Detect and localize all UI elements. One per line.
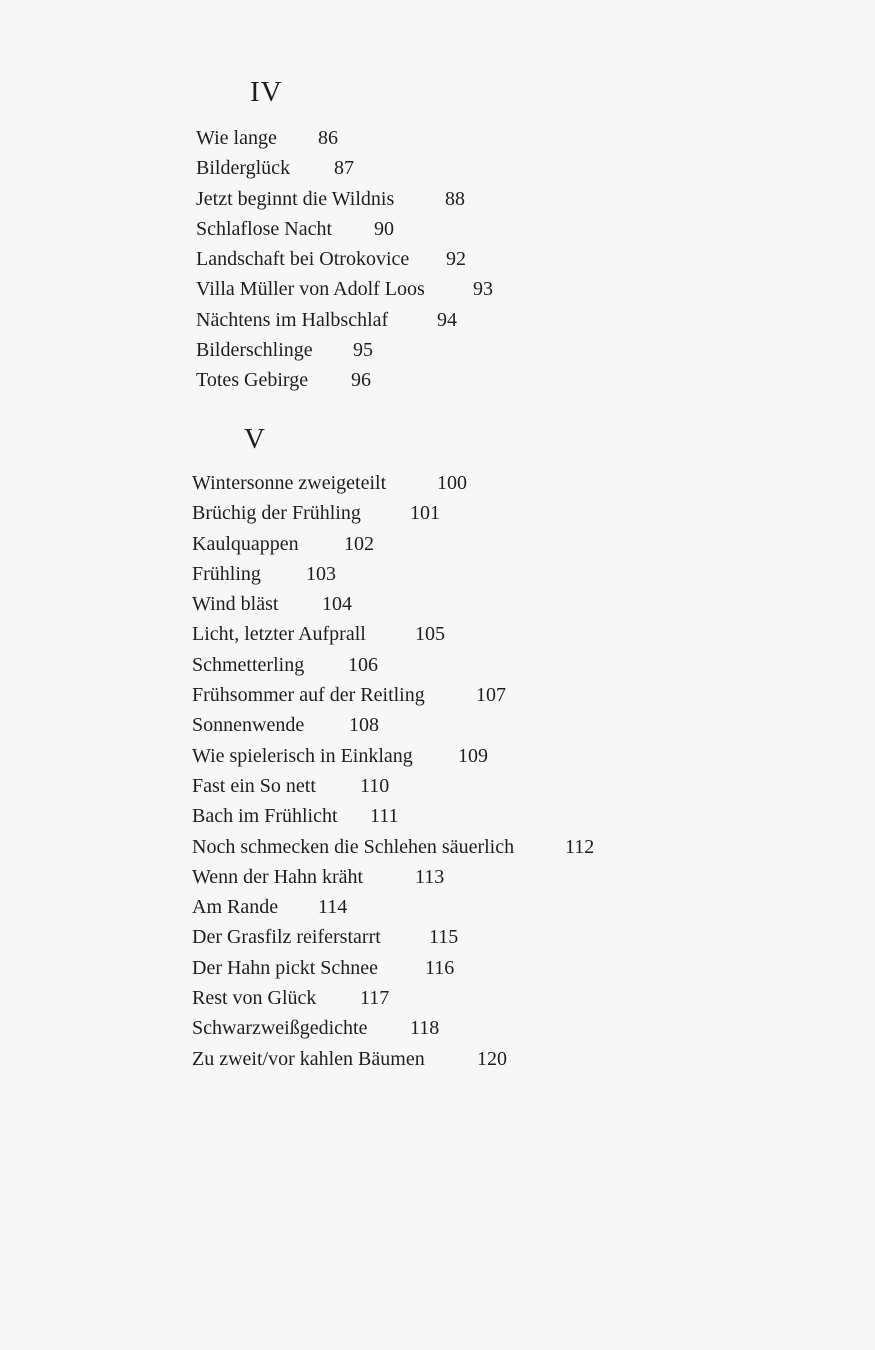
toc-entry-page: 106 <box>348 653 378 676</box>
toc-entry-page: 110 <box>360 774 390 797</box>
toc-entry-page: 105 <box>415 623 445 646</box>
toc-entry-page: 115 <box>429 926 459 949</box>
toc-entry-title: Villa Müller von Adolf Loos <box>196 278 425 301</box>
toc-entry <box>192 498 594 528</box>
toc-entry-title: Jetzt beginnt die Wildnis <box>196 187 395 210</box>
toc-entry <box>192 892 594 922</box>
toc-list-v <box>192 468 594 1074</box>
toc-entry <box>192 680 594 710</box>
toc-entry <box>192 801 594 831</box>
toc-entry-title: Wie spielerisch in Einklang <box>192 744 413 767</box>
toc-entry <box>196 365 493 395</box>
toc-entry-page: 90 <box>374 217 394 240</box>
toc-entry <box>196 305 493 335</box>
toc-entry-title: Zu zweit/vor kahlen Bäumen <box>192 1047 425 1070</box>
toc-entry-title: Schwarzweißgedichte <box>192 1017 368 1040</box>
toc-entry-page: 95 <box>353 339 373 362</box>
toc-entry-title: Bilderglück <box>196 157 291 180</box>
toc-entry <box>192 589 594 619</box>
toc-entry-title: Der Hahn pickt Schnee <box>192 956 379 979</box>
toc-entry-page: 102 <box>344 532 374 555</box>
toc-entry-title: Sonnenwende <box>192 714 305 737</box>
toc-entry-page: 104 <box>322 593 352 616</box>
toc-entry-page: 114 <box>318 896 348 919</box>
toc-entry <box>192 741 594 771</box>
toc-entry-title: Frühsommer auf der Reitling <box>192 684 425 707</box>
toc-entry <box>192 710 594 740</box>
toc-entry-title: Schlaflose Nacht <box>196 217 333 240</box>
toc-entry-page: 103 <box>306 562 336 585</box>
toc-entry-page: 112 <box>565 835 595 858</box>
toc-entry-page: 96 <box>351 369 371 392</box>
toc-entry-page: 120 <box>477 1047 507 1070</box>
toc-entry-page: 87 <box>334 157 354 180</box>
toc-entry <box>196 153 493 183</box>
toc-entry-page: 118 <box>410 1017 440 1040</box>
toc-entry <box>192 983 594 1013</box>
toc-entry-page: 111 <box>370 805 399 828</box>
toc-entry-page: 100 <box>437 472 467 494</box>
toc-entry-page: 101 <box>410 502 440 525</box>
toc-entry-title: Am Rande <box>192 896 279 919</box>
toc-entry-title: Fast ein So nett <box>192 774 316 797</box>
toc-entry <box>192 953 594 983</box>
toc-entry-page: 117 <box>360 987 390 1010</box>
toc-entry-title: Wintersonne zweigeteilt <box>192 472 387 494</box>
toc-entry-title: Licht, letzter Aufprall <box>192 623 366 646</box>
toc-entry <box>196 123 493 153</box>
toc-entry-page: 109 <box>458 744 488 767</box>
toc-entry-page: 108 <box>349 714 379 737</box>
toc-entry-page: 92 <box>446 248 466 271</box>
toc-entry <box>192 468 594 498</box>
toc-entry-title: Rest von Glück <box>192 987 317 1010</box>
toc-entry-title: Landschaft bei Otrokovice <box>196 248 410 271</box>
toc-entry <box>192 529 594 559</box>
toc-entry-page: 88 <box>445 187 465 210</box>
toc-entry-title: Frühling <box>192 562 261 585</box>
toc-entry-title: Nächtens im Halbschlaf <box>196 308 389 331</box>
toc-entry-title: Noch schmecken die Schlehen säuerlich <box>192 835 515 858</box>
toc-entry-title: Wie lange <box>196 127 277 149</box>
toc-entry-page: 86 <box>318 127 338 149</box>
toc-entry <box>192 832 594 862</box>
toc-entry <box>192 922 594 952</box>
toc-entry <box>196 244 493 274</box>
toc-entry-page: 107 <box>476 684 506 707</box>
toc-entry-title: Kaulquappen <box>192 532 299 555</box>
toc-entry <box>192 1044 594 1074</box>
toc-entry <box>196 335 493 365</box>
toc-entry-title: Brüchig der Frühling <box>192 502 361 525</box>
toc-entry-title: Schmetterling <box>192 653 305 676</box>
section-heading-v: V <box>244 423 266 455</box>
toc-entry-title: Wenn der Hahn kräht <box>192 865 364 888</box>
toc-entry-title: Bilderschlinge <box>196 339 313 362</box>
toc-entry <box>192 650 594 680</box>
toc-entry-page: 116 <box>425 956 455 979</box>
toc-entry <box>196 214 493 244</box>
toc-entry-page: 93 <box>473 278 493 301</box>
toc-entry-page: 94 <box>437 308 457 331</box>
toc-entry-title: Bach im Frühlicht <box>192 805 338 828</box>
toc-entry-title: Totes Gebirge <box>196 369 309 392</box>
toc-entry <box>192 862 594 892</box>
toc-entry-title: Wind bläst <box>192 593 279 616</box>
toc-entry <box>192 559 594 589</box>
toc-entry <box>192 1013 594 1043</box>
section-heading-iv: IV <box>250 76 283 108</box>
toc-list-iv <box>196 123 493 396</box>
toc-entry-title: Der Grasfilz reiferstarrt <box>192 926 381 949</box>
toc-entry <box>196 274 493 304</box>
toc-entry <box>196 184 493 214</box>
toc-entry <box>192 771 594 801</box>
toc-entry <box>192 619 594 649</box>
toc-entry-page: 113 <box>415 865 445 888</box>
